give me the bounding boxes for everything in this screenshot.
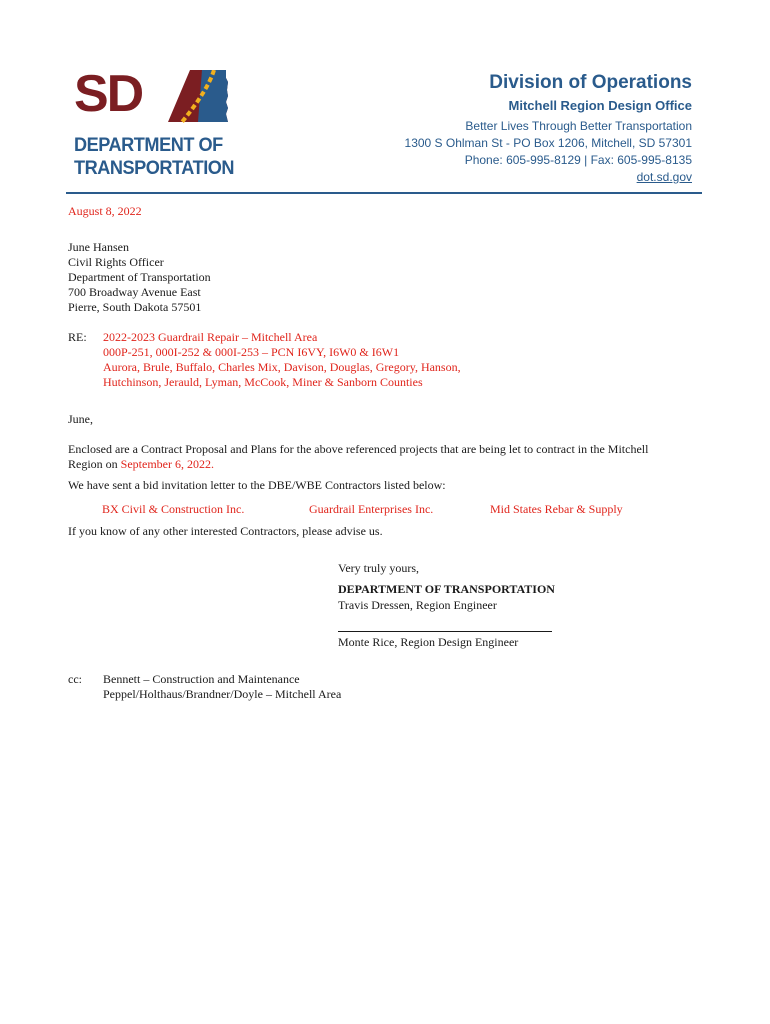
- office-address: 1300 S Ohlman St - PO Box 1206, Mitchell, SD 57301: [404, 136, 692, 150]
- closing: Very truly yours,: [338, 561, 419, 575]
- recipient-title: Civil Rights Officer: [68, 255, 164, 269]
- re-label: RE:: [68, 330, 87, 344]
- letting-date: September 6, 2022.: [120, 457, 214, 471]
- paragraph-2: We have sent a bid invitation letter to the DBE/WBE Contractors listed below:: [68, 478, 446, 492]
- contractor-item: BX Civil & Construction Inc.: [102, 502, 245, 516]
- salutation: June,: [68, 412, 93, 426]
- sddot-logo: [68, 65, 238, 186]
- re-line: 2022-2023 Guardrail Repair – Mitchell Area: [103, 330, 318, 344]
- re-line: 000P-251, 000I-252 & 000I-253 – PCN I6VY, I6W0 & I6W1: [103, 345, 400, 359]
- cc-label: cc:: [68, 672, 82, 686]
- paragraph-1-line-2: [68, 457, 214, 472]
- paragraph-1-prefix: Region on: [68, 457, 121, 471]
- logo-line-2: TRANSPORTATION: [74, 157, 235, 179]
- recipient-org: Department of Transportation: [68, 270, 211, 284]
- logo-sd-text: SD: [74, 65, 143, 123]
- re-line: Hutchinson, Jerauld, Lyman, McCook, Miner & Sanborn Counties: [103, 375, 423, 389]
- signature-org: DEPARTMENT OF TRANSPORTATION: [338, 582, 555, 596]
- signer-2: Monte Rice, Region Design Engineer: [338, 635, 519, 649]
- letter-date: August 8, 2022: [68, 204, 142, 218]
- recipient-name: June Hansen: [68, 240, 129, 254]
- recipient-city: Pierre, South Dakota 57501: [68, 300, 202, 314]
- logo-department-text: [74, 134, 234, 180]
- contractor-item: Guardrail Enterprises Inc.: [309, 502, 434, 516]
- cc-line: Bennett – Construction and Maintenance: [103, 672, 300, 686]
- paragraph-1-line-1: Enclosed are a Contract Proposal and Plans for the above referenced projects that are being let to contract in the Mitchell: [68, 442, 649, 456]
- tagline: Better Lives Through Better Transportation: [465, 119, 692, 133]
- re-line: Aurora, Brule, Buffalo, Charles Mix, Davison, Douglas, Gregory, Hanson,: [103, 360, 461, 374]
- letterhead: [405, 70, 692, 186]
- contractor-item: Mid States Rebar & Supply: [490, 502, 623, 516]
- paragraph-3: If you know of any other interested Contractors, please advise us.: [68, 524, 383, 538]
- signature-line: [338, 631, 552, 632]
- header-divider: [66, 192, 702, 194]
- logo-line-1: DEPARTMENT OF: [74, 134, 223, 156]
- signer-1: Travis Dressen, Region Engineer: [338, 598, 497, 612]
- south-dakota-map-icon: [168, 70, 228, 126]
- website-link[interactable]: dot.sd.gov: [636, 170, 692, 184]
- cc-line: Peppel/Holthaus/Brandner/Doyle – Mitchell Area: [103, 687, 342, 701]
- office-name: Mitchell Region Design Office: [508, 98, 692, 113]
- division-title: Division of Operations: [489, 72, 692, 93]
- office-phone: Phone: 605-995-8129 | Fax: 605-995-8135: [464, 153, 692, 167]
- recipient-street: 700 Broadway Avenue East: [68, 285, 201, 299]
